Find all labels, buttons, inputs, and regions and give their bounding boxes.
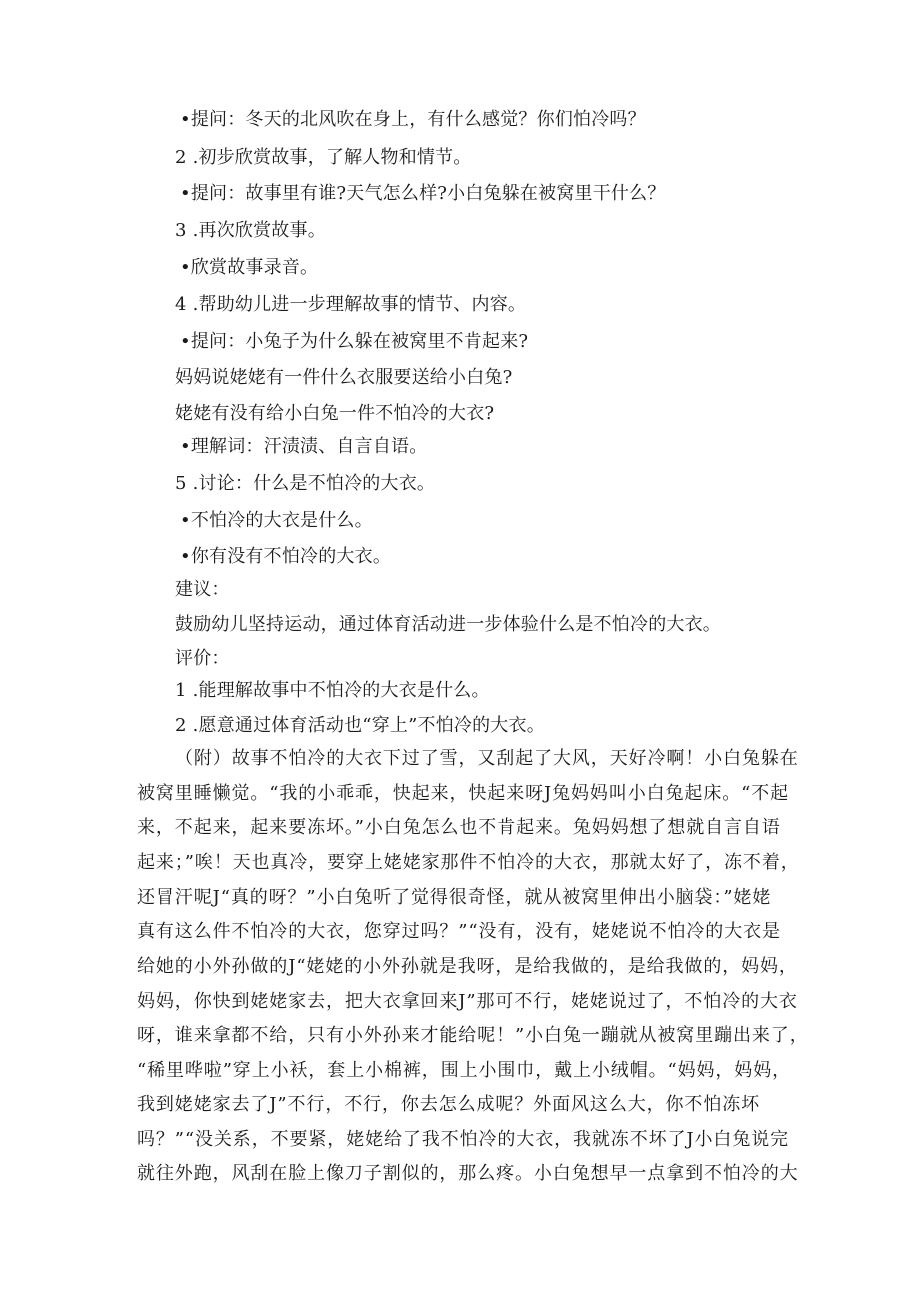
step-4: 4 .帮助幼儿进一步理解故事的情节、内容。 bbox=[175, 294, 527, 315]
question-why-hiding: •提问：小兔子为什么躲在被窝里不肯起来? bbox=[180, 331, 529, 352]
story-line: 呀，谁来拿都不给，只有小外孙来才能给呢！”小白兔一蹦就从被窝里蹦出来了， bbox=[137, 1025, 809, 1046]
step-5: 5 .讨论：什么是不怕冷的大衣。 bbox=[175, 473, 436, 494]
story-line: 给她的小外孙做的J“姥姥的小外孙就是我呀，是给我做的，是给我做的，妈妈， bbox=[137, 956, 798, 977]
story-line: 我到姥姥家去了J”不行，不行，你去怎么成呢？外面风这么大，你不怕冻坏 bbox=[137, 1094, 761, 1115]
evaluation-heading: 评价： bbox=[175, 648, 230, 669]
story-line: 就往外跑，风刮在脸上像刀子割似的，那么疼。小白兔想早一点拿到不怕冷的大 bbox=[137, 1163, 799, 1184]
evaluation-1: 1 .能理解故事中不怕冷的大衣是什么。 bbox=[175, 680, 490, 701]
question-characters: •提问：故事里有谁?天气怎么样?小白兔躲在被窝里干什么？ bbox=[180, 183, 666, 204]
step-2: 2 .初步欣赏故事，了解人物和情节。 bbox=[175, 147, 472, 168]
story-line: 真有这么件不怕冷的大衣，您穿过吗？”“没有，没有，姥姥说不怕冷的大衣是 bbox=[137, 921, 781, 942]
listen-recording: •欣赏故事录音。 bbox=[180, 257, 319, 278]
question-clothes: 妈妈说姥姥有一件什么衣服要送给小白兔? bbox=[175, 367, 513, 388]
question-coat: 姥姥有没有给小白兔一件不怕冷的大衣? bbox=[175, 403, 495, 424]
story-line: “稀里哗啦”穿上小袄，套上小棉裤，围上小围巾，戴上小绒帽。“妈妈，妈妈， bbox=[137, 1060, 792, 1081]
story-line: 吗？”“没关系，不要紧，姥姥给了我不怕冷的大衣，我就冻不坏了J小白兔说完 bbox=[137, 1129, 790, 1150]
story-line: 还冒汗呢J“真的呀？”小白兔听了觉得很奇怪，就从被窝里伸出小脑袋：”姥姥 bbox=[137, 887, 772, 908]
discussion-have: •你有没有不怕冷的大衣。 bbox=[180, 546, 392, 567]
story-line: （附）故事不怕冷的大衣下过了雪，又刮起了大风，天好冷啊！小白兔躲在 bbox=[175, 748, 799, 769]
story-line: 来，不起来，起来要冻坏。”小白兔怎么也不肯起来。兔妈妈想了想就自言自语 bbox=[137, 817, 781, 838]
story-line: 起来；”唉！天也真冷，要穿上姥姥家那件不怕冷的大衣，那就太好了，冻不着， bbox=[137, 852, 800, 873]
story-line: 妈妈，你快到姥姥家去，把大衣拿回来J”那可不行，姥姥说过了，不怕冷的大衣 bbox=[137, 991, 798, 1012]
evaluation-2: 2 .愿意通过体育活动也“穿上”不怕冷的大衣。 bbox=[175, 715, 545, 736]
story-line: 被窝里睡懒觉。“我的小乖乖，快起来，快起来呀J兔妈妈叫小白兔起床。“不起 bbox=[137, 783, 790, 804]
question-feeling: •提问：冬天的北风吹在身上，有什么感觉？你们怕冷吗？ bbox=[180, 109, 646, 130]
discussion-what: •不怕冷的大衣是什么。 bbox=[180, 510, 373, 531]
step-3: 3 .再次欣赏故事。 bbox=[175, 220, 326, 241]
suggestion-text: 鼓励幼儿坚持运动，通过体育活动进一步体验什么是不怕冷的大衣。 bbox=[175, 614, 721, 635]
vocabulary: •理解词：汗渍渍、自言自语。 bbox=[180, 436, 428, 457]
suggestion-heading: 建议： bbox=[175, 579, 230, 600]
